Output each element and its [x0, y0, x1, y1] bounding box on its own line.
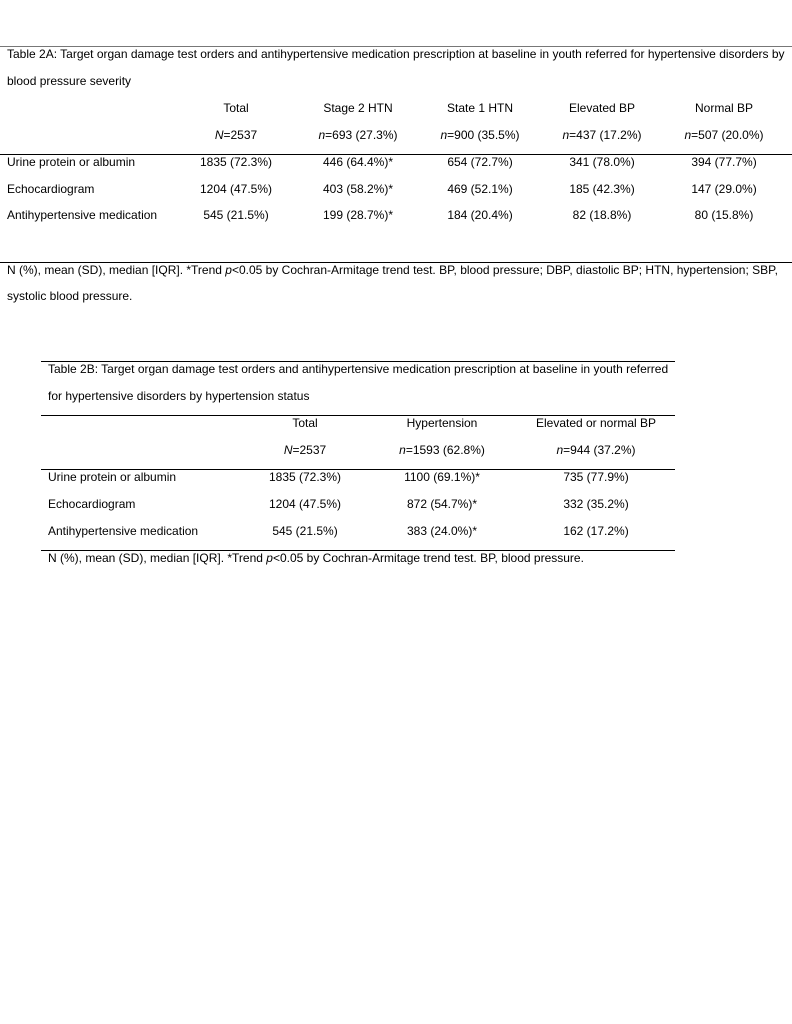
table-2b-col-n-hypertension: n=1593 (62.8%) — [399, 443, 485, 457]
table-2b-col-n-total: N=2537 — [283, 443, 327, 457]
table-cell: 872 (54.7%)* — [406, 497, 478, 511]
table-row-label: Urine protein or albumin — [7, 155, 136, 169]
table-2a-caption-line2: blood pressure severity — [7, 74, 132, 88]
table-cell: 332 (35.2%) — [563, 497, 629, 511]
table-cell: 1204 (47.5%) — [268, 497, 342, 511]
table-cell: 469 (52.1%) — [447, 182, 513, 196]
table-2b-caption-line1: Table 2B: Target organ damage test orders and antihypertensive medication prescription at baseline in youth referred — [48, 362, 669, 376]
table-2a-col-header-total: Total — [223, 101, 249, 115]
table-cell: 545 (21.5%) — [203, 208, 269, 222]
table-2a-col-n-total: N=2537 — [214, 128, 258, 142]
table-2b-col-header-elevated-normal: Elevated or normal BP — [535, 416, 657, 430]
table-2a-footnote-line2: systolic blood pressure. — [7, 289, 133, 303]
table-cell: 82 (18.8%) — [572, 208, 632, 222]
table-row-label: Echocardiogram — [48, 497, 136, 511]
table-cell: 654 (72.7%) — [447, 155, 513, 169]
table-cell: 1204 (47.5%) — [199, 182, 273, 196]
table-2b-caption-line2: for hypertensive disorders by hypertension status — [48, 389, 310, 403]
table-cell: 1835 (72.3%) — [268, 470, 342, 484]
table-2b-col-n-elevated-normal: n=944 (37.2%) — [556, 443, 636, 457]
table-cell: 1100 (69.1%)* — [404, 470, 480, 484]
table-2a-col-n-stage2: n=693 (27.3%) — [318, 128, 398, 142]
table-2a-col-header-elevated: Elevated BP — [568, 101, 636, 115]
table-2b-col-header-total: Total — [292, 416, 318, 430]
table-cell: 383 (24.0%)* — [406, 524, 478, 538]
table-cell: 184 (20.4%) — [447, 208, 513, 222]
table-2a-col-header-stage2: Stage 2 HTN — [323, 101, 393, 115]
table-2a-col-n-elevated: n=437 (17.2%) — [562, 128, 642, 142]
table-row-label: Echocardiogram — [7, 182, 95, 196]
table-2a-footnote-line1: N (%), mean (SD), median [IQR]. *Trend p<0.05 by Cochran-Armitage trend test. BP, blood pressure; DBP, diastolic BP; HTN, hypertension; SBP, — [7, 263, 778, 277]
table-row-label: Antihypertensive medication — [7, 208, 158, 222]
table-2b-col-header-hypertension: Hypertension — [406, 416, 478, 430]
table-cell: 185 (42.3%) — [569, 182, 635, 196]
table-2a-col-header-stage1: State 1 HTN — [446, 101, 514, 115]
table-cell: 80 (15.8%) — [694, 208, 754, 222]
table-cell: 1835 (72.3%) — [199, 155, 273, 169]
table-cell: 147 (29.0%) — [691, 182, 757, 196]
table-2a-col-n-stage1: n=900 (35.5%) — [440, 128, 520, 142]
table-row-label: Antihypertensive medication — [48, 524, 199, 538]
table-cell: 341 (78.0%) — [569, 155, 635, 169]
table-row-label: Urine protein or albumin — [48, 470, 177, 484]
table-cell: 199 (28.7%)* — [322, 208, 394, 222]
table-cell: 735 (77.9%) — [563, 470, 629, 484]
table-2a-caption-line1: Table 2A: Target organ damage test orders and antihypertensive medication prescription at baseline in youth referred for hypertensive disorders by — [7, 47, 785, 61]
table-cell: 394 (77.7%) — [691, 155, 757, 169]
table-cell: 545 (21.5%) — [272, 524, 338, 538]
table-2b-footnote: N (%), mean (SD), median [IQR]. *Trend p<0.05 by Cochran-Armitage trend test. BP, blood pressure. — [48, 551, 584, 565]
table-cell: 162 (17.2%) — [563, 524, 629, 538]
table-cell: 403 (58.2%)* — [322, 182, 394, 196]
table-cell: 446 (64.4%)* — [322, 155, 394, 169]
table-2a-col-n-normal: n=507 (20.0%) — [684, 128, 764, 142]
table-2a-col-header-normal: Normal BP — [694, 101, 753, 115]
